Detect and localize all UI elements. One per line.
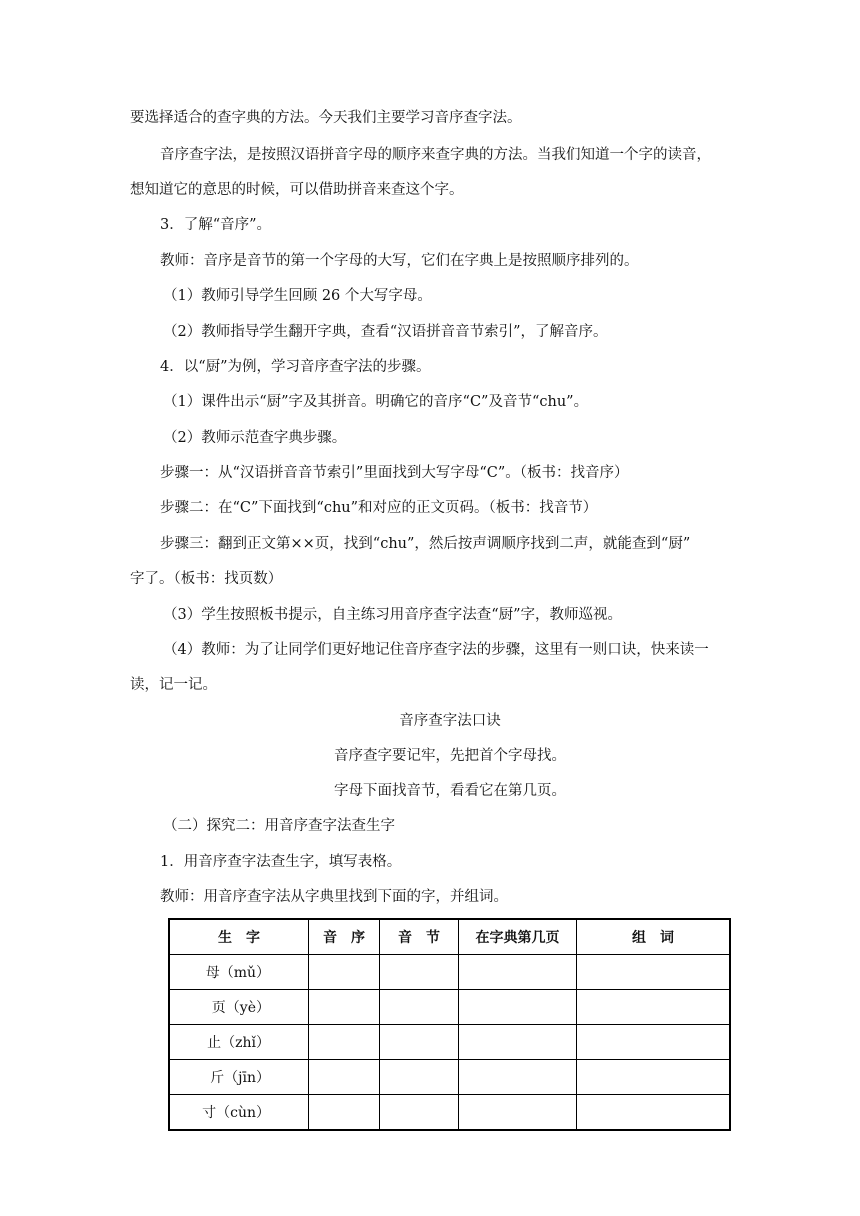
rhyme-line: 字母下面找音节，看看它在第几页。 <box>334 783 566 799</box>
blank-cell[interactable] <box>309 955 380 990</box>
section-heading: 3．了解“音序”。 <box>160 217 272 233</box>
step-line: 字了。（板书：找页数） <box>130 571 283 587</box>
step-line: 步骤三：翻到正文第××页，找到“chu”，然后按声调顺序找到二声，就能查到“厨” <box>160 536 691 552</box>
character-cell: 母（mǔ） <box>169 955 309 990</box>
list-item: （4）教师：为了让同学们更好地记住音序查字法的步骤，这里有一则口诀，快来读一 <box>163 642 709 658</box>
blank-cell[interactable] <box>309 990 380 1025</box>
section-heading: （二）探究二：用音序查字法查生字 <box>163 818 395 834</box>
table-row <box>169 1095 730 1131</box>
list-item: （1）课件出示“厨”字及其拼音。明确它的音序“C”及音节“chu”。 <box>163 394 589 410</box>
header-page: 在字典第几页 <box>459 919 577 955</box>
blank-cell[interactable] <box>380 1095 459 1131</box>
blank-cell[interactable] <box>577 1025 731 1060</box>
table-row <box>169 1060 730 1095</box>
section-heading: 4．以“厨”为例，学习音序查字法的步骤。 <box>160 359 431 375</box>
header-words: 组 词 <box>577 919 731 955</box>
blank-cell[interactable] <box>459 1060 577 1095</box>
paragraph-line: 1．用音序查字法查生字，填写表格。 <box>160 854 402 870</box>
list-item: （1）教师引导学生回顾 26 个大写字母。 <box>163 288 432 304</box>
character-cell: 寸（cùn） <box>169 1095 309 1131</box>
blank-cell[interactable] <box>309 1060 380 1095</box>
character-cell: 页（yè） <box>169 990 309 1025</box>
blank-cell[interactable] <box>577 955 731 990</box>
table-row <box>169 955 730 990</box>
character-cell: 止（zhǐ） <box>169 1025 309 1060</box>
paragraph-line: 读，记一记。 <box>130 677 217 693</box>
paragraph-line: 要选择适合的查字典的方法。今天我们主要学习音序查字法。 <box>130 110 522 126</box>
blank-cell[interactable] <box>459 1025 577 1060</box>
paragraph-line: 音序查字法，是按照汉语拼音字母的顺序来查字典的方法。当我们知道一个字的读音， <box>160 147 711 163</box>
blank-cell[interactable] <box>380 955 459 990</box>
list-item: （3）学生按照板书提示，自主练习用音序查字法查“厨”字，教师巡视。 <box>163 607 623 623</box>
blank-cell[interactable] <box>380 990 459 1025</box>
blank-cell[interactable] <box>459 1095 577 1131</box>
blank-cell[interactable] <box>309 1095 380 1131</box>
rhyme-line: 音序查字要记牢，先把首个字母找。 <box>334 748 566 764</box>
blank-cell[interactable] <box>459 955 577 990</box>
blank-cell[interactable] <box>309 1025 380 1060</box>
blank-cell[interactable] <box>577 1060 731 1095</box>
list-item: （2）教师示范查字典步骤。 <box>163 430 347 446</box>
lookup-table <box>168 918 731 1131</box>
table-row <box>169 1025 730 1060</box>
blank-cell[interactable] <box>380 1025 459 1060</box>
table-row <box>169 990 730 1025</box>
character-cell: 斤（jīn） <box>169 1060 309 1095</box>
blank-cell[interactable] <box>577 990 731 1025</box>
table-header-row <box>169 919 730 955</box>
blank-cell[interactable] <box>577 1095 731 1131</box>
header-initial: 音 序 <box>309 919 380 955</box>
step-line: 步骤一：从“汉语拼音音节索引”里面找到大写字母“C”。（板书：找音序） <box>160 465 629 481</box>
list-item: （2）教师指导学生翻开字典，查看“汉语拼音音节索引”，了解音序。 <box>163 324 608 340</box>
header-syllable: 音 节 <box>380 919 459 955</box>
step-line: 步骤二：在“C”下面找到“chu”和对应的正文页码。（板书：找音节） <box>160 500 598 516</box>
paragraph-line: 教师：音序是音节的第一个字母的大写，它们在字典上是按照顺序排列的。 <box>160 253 639 269</box>
paragraph-line: 想知道它的意思的时候，可以借助拼音来查这个字。 <box>130 182 464 198</box>
header-character: 生 字 <box>169 919 309 955</box>
blank-cell[interactable] <box>380 1060 459 1095</box>
rhyme-title: 音序查字法口诀 <box>399 713 501 729</box>
blank-cell[interactable] <box>459 990 577 1025</box>
paragraph-line: 教师：用音序查字法从字典里找到下面的字，并组词。 <box>160 889 508 905</box>
